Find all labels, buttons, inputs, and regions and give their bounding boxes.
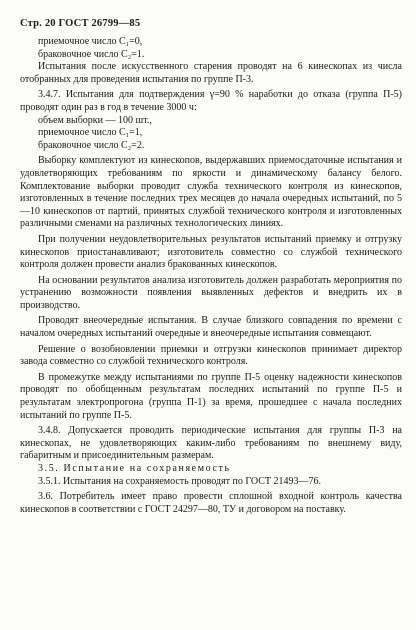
paragraph: В промежутке между испытаниями по группе П-5 оценку надежности кинескопов проводят по обобщенным результатам последних испытаний по группе П-5 и результатам электропрогона (группа П-1) за время, прошедшее с начала последних испытаний по группе П-5. bbox=[20, 371, 402, 421]
paragraph: 3.6. Потребитель имеет право провести сплошной входной контроль качества кинескопов в соответствии с ГОСТ 24297—80, ТУ и договором на поставку. bbox=[20, 491, 402, 515]
paragraph: На основании результатов анализа изготовитель должен разработать мероприятия по устранению возможности появления выявленных дефектов и внедрить их в производство. bbox=[20, 274, 402, 311]
paragraph: Решение о возобновлении приемки и отгрузки кинескопов принимает директор завода совместно со службой технического контроля. bbox=[20, 343, 402, 368]
list-line: объем выборки — 100 шт., bbox=[38, 114, 152, 126]
section-heading: 3.5. Испытание на сохраняемость bbox=[38, 463, 231, 474]
list-line: приемочное число C₁=0, bbox=[38, 36, 143, 47]
paragraph: Испытания после искусственного старения проводят на 6 кинескопах из числа отобранных для проведения испытания по группе П-3. bbox=[20, 61, 402, 85]
paragraph: 3.4.8. Допускается проводить периодические испытания для группы П-3 на кинескопах, не удовлетворяющих каким-либо требованиям по внешнему виду, габаритным и присоединительным размерам. bbox=[20, 425, 402, 462]
paragraph: 3.5.1. Испытания на сохраняемость проводят по ГОСТ 21493—76. bbox=[38, 475, 321, 487]
list-line: браковочное число C₂=2. bbox=[38, 139, 145, 151]
paragraph: 3.4.7. Испытания для подтверждения γ=90 % наработки до отказа (группа П-5) проводят один раз в год в течение 3000 ч: bbox=[20, 89, 402, 113]
paragraph: При получении неудовлетворительных результатов испытаний приемку и отгрузку кинескопов приостанавливают; изготовитель совместно со службой технического контроля должен провести анализ бракованных кинескопов. bbox=[20, 233, 402, 271]
page-header: Стр. 20 ГОСТ 26799—85 bbox=[20, 18, 141, 29]
list-line: приемочное число C₁=1, bbox=[38, 127, 143, 139]
list-line: браковочное число C₂=1. bbox=[38, 48, 145, 60]
paragraph: Выборку комплектуют из кинескопов, выдержавших приемосдаточные испытания и удовлетворяющих требованиям по яркости и динамическому балансу белого. Комплектование выборки проводит служба технического контроля из кинескопов, изготовленных в течение последних трех месяцев до начала очередных испытаний, по 5—10 кинескопов от партий, принятых службой технического контроля и изготовленных различными сменами на различных технологических линиях. bbox=[20, 155, 402, 230]
document-body bbox=[20, 36, 402, 516]
paragraph: Проводят внеочередные испытания. В случае близкого совпадения по времени с началом очередных испытаний очередные и внеочередные испытания совмещают. bbox=[20, 315, 402, 340]
